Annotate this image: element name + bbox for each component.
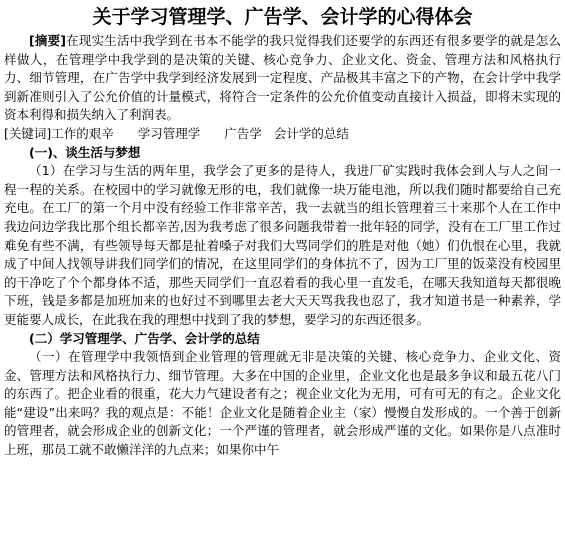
section-paragraph: （一）在管理学中我领悟到企业管理的管理就无非是决策的关键、核心竞争力、企业文化、资金、管理方法和风格执行力、细节管理。大多在中国的企业里，企业文化也是最多争议和最五花八门的东西了。把企业看的很重，花大力气建设者有之；视企业文化为无用，可有可无的有之。企业文化能“建设”出来吗？我的观点是：不能！企业文化是随着企业主（家）慢慢自发形成的。一个善于创新的管理者，就会形成企业的创新文化；一个严谨的管理者，就会形成严谨的文化。如果你是八点准时上班，那员工就不敢懒洋洋的九点来；如果你中午	[4, 349, 561, 458]
keyword-item: 工作的艰辛	[51, 125, 114, 141]
document-body	[0, 32, 565, 460]
abstract-tag: [摘要]	[29, 33, 67, 48]
keyword-item: 会计学的总结	[273, 125, 349, 141]
document-title: 关于学习管理学、广告学、会计学的心得体会	[92, 6, 473, 28]
keyword-item: 广告学	[224, 125, 262, 141]
section-paragraph: （1）在学习与生活的两年里，我学会了更多的是待人，我进厂矿实践时我体会到人与人之间一程一程的关系。在校园中的学习就像无形的电，我们就像一块万能电池，所以我们随时都要给自己充充电。在工厂的第一个月中没有经验工作非常辛苦，我一去就当的组长管理着三十来那个人在工作中我边问边学我比那个组长都辛苦,因为我考虑了很多问题我带着一批年轻的同学，没有在工厂里工作过难免有些不满，有些领导每天都是扯着嗓子对我们大骂同学们的胜是对他（她）们仇恨在心里，我就成了中间人找领导讲我们同学们的情况，在这里同学们的身体抗不了，因为工厂里的饭菜没有校园里的干净吃了个个都身体不适，那些天同学们一直忍着看的我心里一直发毛，在哪天我知道每天都很晚下班，钱是多都是加班加来的也好过不到哪里去老大天天骂我我也忍了，我才知道书是一种素养，学更能要人成长，在此我在我的理想中找到了我的梦想，要学习的东西还很多。	[4, 163, 561, 327]
section-heading: (二）学习管理学、广告学、会计学的总结	[29, 330, 260, 346]
keyword-item: 学习管理学	[137, 125, 201, 141]
abstract-text: 在现实生活中我学到在书本不能学的我只觉得我们还要学的东西还有很多要学的就是怎么样做人，在管理学中我学到的是决策的关键、核心竞争力、企业文化、资金、管理方法和风格执行力、细节管理，在广告学中我学到经济发展到一定程度、产品极其丰富之下的产物，在会计学中我学到新准则引入了公允价值的计量模式，将符合一定条件的公允价值变动直接计入损益，即将未实现的资本利得和损失纳入了利润表。	[4, 33, 561, 123]
abstract-paragraph	[4, 32, 561, 125]
section-heading: (一)、谈生活与梦想	[29, 144, 141, 160]
keywords-line	[4, 125, 561, 144]
keywords-tag: [关键词]	[4, 125, 52, 141]
